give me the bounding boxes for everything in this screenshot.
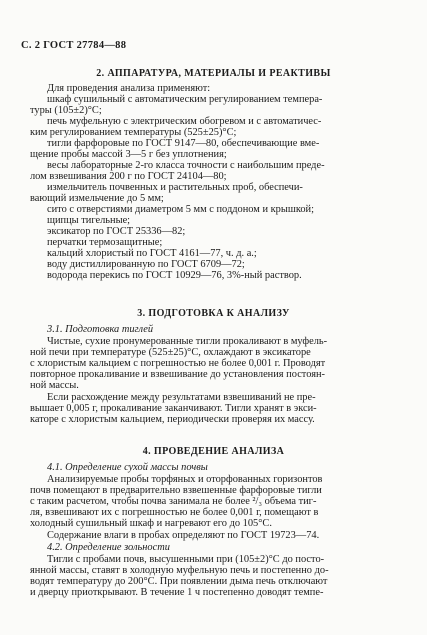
subsection-heading: 3.1. Подготовка тиглей <box>47 324 154 335</box>
page-header: С. 2 ГОСТ 27784—88 <box>21 40 127 51</box>
section-2-intro: Для проведения анализа применяют: <box>47 83 211 94</box>
list-item: кальций хлористый по ГОСТ 4161—77, ч. д. а.; <box>47 248 257 259</box>
paragraph-line: ной массы. <box>30 380 79 391</box>
paragraph-line: и дверцу приоткрывают. В течение 1 ч постепенно доводят темпе- <box>30 587 324 598</box>
list-item: ким регулированием температуры (525±25)°С; <box>30 127 237 138</box>
paragraph-line: ной печи при температуре (525±25)°С, охлаждают в эксикаторе <box>30 347 311 358</box>
list-item: сито с отверстиями диаметром 5 мм с поддоном и крышкой; <box>47 204 314 215</box>
list-item: эксикатор по ГОСТ 25336—82; <box>47 226 186 237</box>
list-item: вающий измельчение до 5 мм; <box>30 193 164 204</box>
subsection-heading: 4.2. Определение зольности <box>47 542 170 553</box>
list-item: щипцы тигельные; <box>47 215 131 226</box>
paragraph-line: с хлористым кальцием с погрешностью не более 0,001 г. Проводят <box>30 358 326 369</box>
paragraph-line: почв помещают в предварительно взвешенные фарфоровые тигли <box>30 485 322 496</box>
paragraph-line: вышает 0,005 г, прокаливание заканчивают. Тигли хранят в экси- <box>30 403 317 414</box>
list-item: водорода перекись по ГОСТ 10929—76, 3%-ный раствор. <box>47 270 302 281</box>
list-item: щение пробы массой 3—5 г без уплотнения; <box>30 149 227 160</box>
paragraph-line: Если расхождение между результатами взвешиваний не пре- <box>47 392 316 403</box>
list-item: лом взвешивания 200 г по ГОСТ 24104—80; <box>30 171 227 182</box>
paragraph-line: Содержание влаги в пробах определяют по ГОСТ 19723—74. <box>47 530 320 541</box>
list-item: тигли фарфоровые по ГОСТ 9147—80, обеспечивающие вме- <box>47 138 320 149</box>
paragraph-line: с таким расчетом, чтобы почва занимала не более ²/₃ объема тиг- <box>30 496 317 507</box>
section-4-heading: 4. ПРОВЕДЕНИЕ АНАЛИЗА <box>142 446 285 457</box>
list-item: перчатки термозащитные; <box>47 237 163 248</box>
list-item: измельчитель почвенных и растительных проб, обеспечи- <box>47 182 303 193</box>
paragraph-line: каторе с хлористым кальцием, периодически проверяя их массу. <box>30 414 315 425</box>
list-item: печь муфельную с электрическим обогревом и с автоматичес- <box>47 116 322 127</box>
paragraph-line: повторное прокаливание и взвешивание до установления постоян- <box>30 369 326 380</box>
list-item: воду дистиллированную по ГОСТ 6709—72; <box>47 259 245 270</box>
paragraph-line: ля, взвешивают их с погрешностью не более 0,001 г, помещают в <box>30 507 319 518</box>
paragraph-line: Анализируемые пробы торфяных и оторфованных горизонтов <box>47 474 323 485</box>
list-item: шкаф сушильный с автоматическим регулированием темпера- <box>47 94 323 105</box>
subsection-heading: 4.1. Определение сухой массы почвы <box>47 462 208 473</box>
paragraph-line: янной массы, ставят в холодную муфельную печь и постепенно до- <box>30 565 329 576</box>
paragraph-line: водят температуру до 200°С. При появлении дыма печь отключают <box>30 576 328 587</box>
section-3-heading: 3. ПОДГОТОВКА К АНАЛИЗУ <box>137 308 290 319</box>
paragraph-line: Чистые, сухие пронумерованные тигли прокаливают в муфель- <box>47 336 328 347</box>
paragraph-line: Тигли с пробами почв, высушенными при (105±2)°С до посто- <box>47 554 325 565</box>
list-item: туры (105±2)°С; <box>30 105 102 116</box>
paragraph-line: холодный сушильный шкаф и нагревают его до 105°С. <box>30 518 272 529</box>
list-item: весы лабораторные 2-го класса точности с наибольшим преде- <box>47 160 325 171</box>
section-2-heading: 2. АППАРАТУРА, МАТЕРИАЛЫ И РЕАКТИВЫ <box>96 68 331 79</box>
